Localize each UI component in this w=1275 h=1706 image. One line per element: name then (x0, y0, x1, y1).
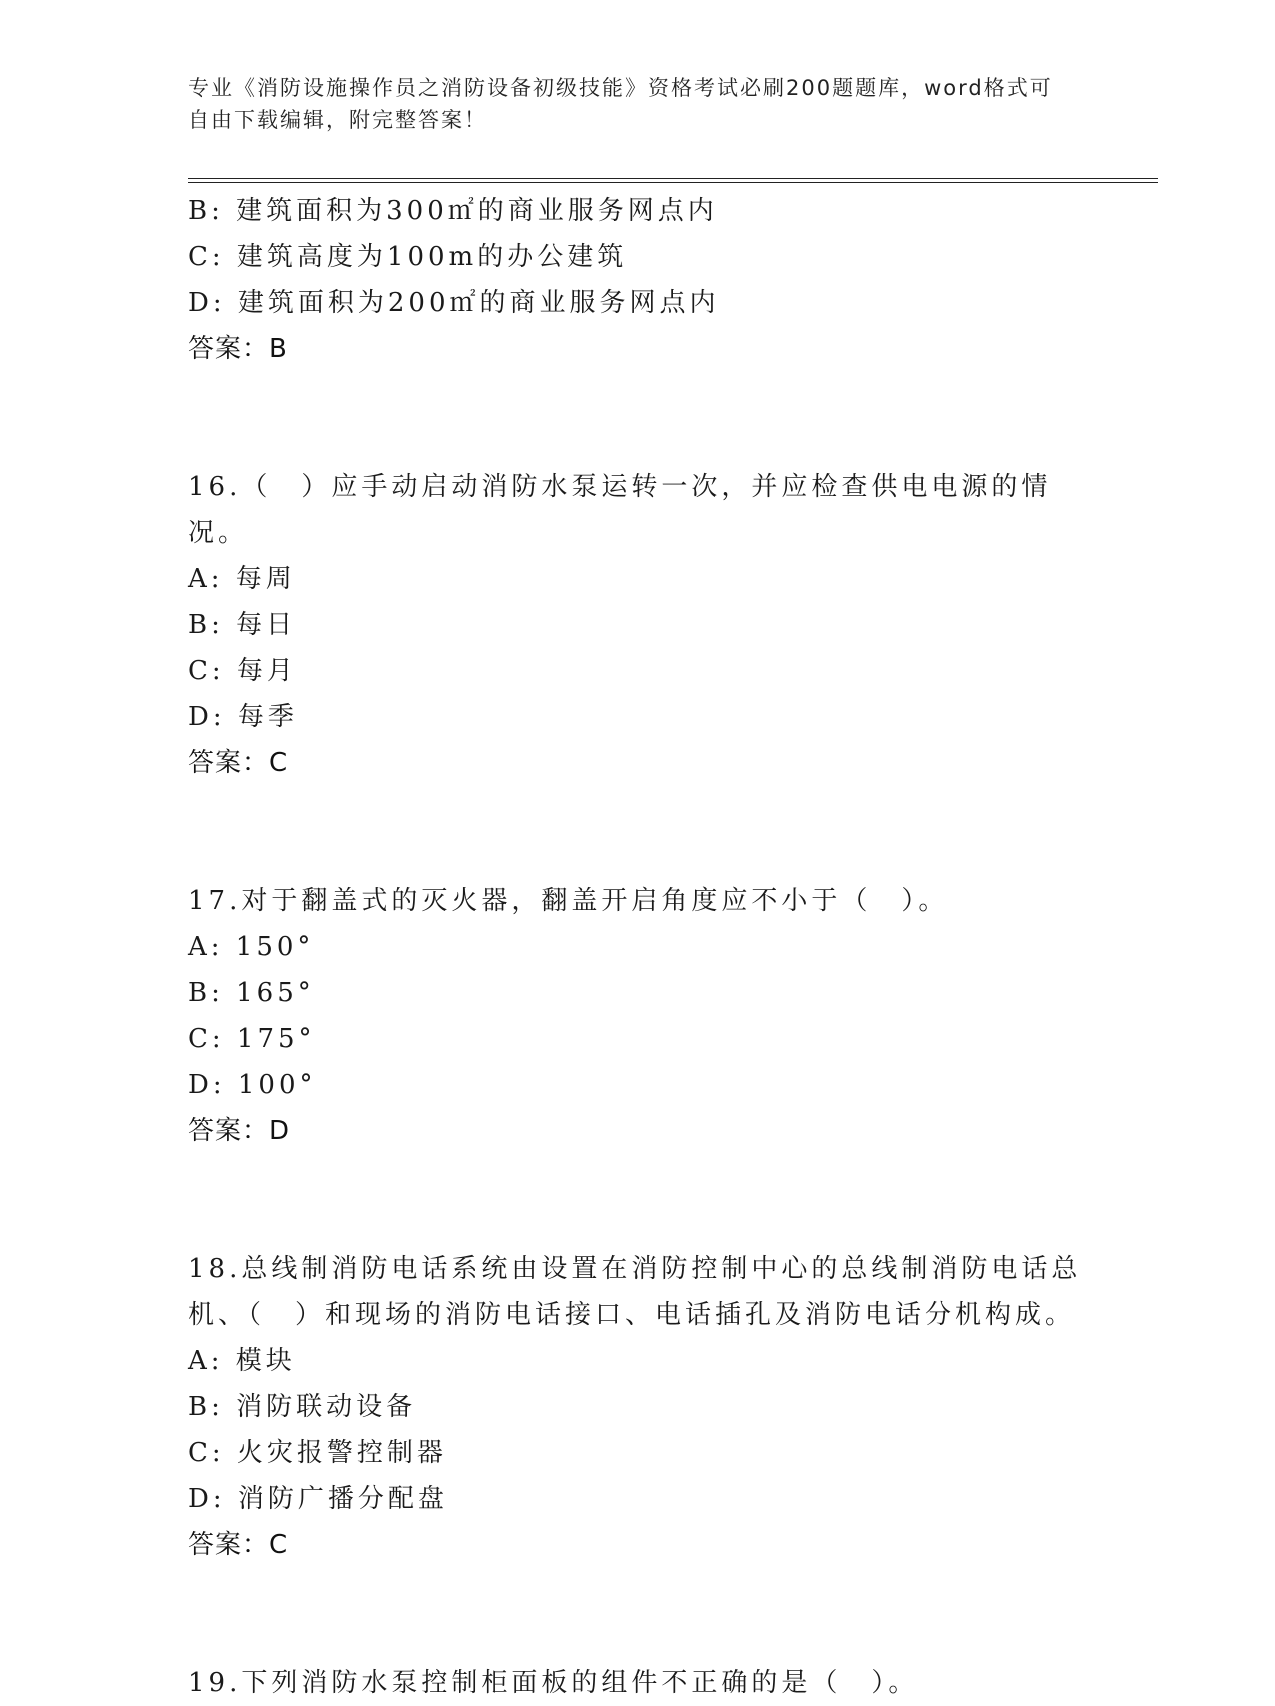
option-c: C: 火灾报警控制器 (188, 1438, 447, 1468)
question-17 (188, 878, 1088, 1154)
option-b: B: 每日 (188, 610, 297, 640)
spacer (188, 786, 1088, 878)
header-divider-bottom (188, 182, 1158, 183)
answer: 答案：C (188, 748, 289, 778)
answer: 答案：C (188, 1530, 289, 1560)
question-title: 17.对于翻盖式的灭火器，翻盖开启角度应不小于（ ）。 (188, 886, 949, 916)
option-d: D: 建筑面积为200㎡的商业服务网点内 (188, 288, 720, 318)
question-title: 18.总线制消防电话系统由设置在消防控制中心的总线制消防电话总机、（ ）和现场的消防电话接口、电话插孔及消防电话分机构成。 (188, 1254, 1082, 1330)
option-a: A: 150° (188, 932, 315, 962)
spacer (188, 372, 1088, 464)
option-c: C: 建筑高度为100m的办公建筑 (188, 242, 628, 272)
option-b: B: 165° (188, 978, 315, 1008)
option-c: C: 175° (188, 1024, 316, 1054)
answer: 答案：D (188, 1116, 291, 1146)
question-list (188, 188, 1088, 1706)
header-divider-top (188, 178, 1158, 179)
spacer (188, 1568, 1088, 1660)
option-a: A: 模块 (188, 1346, 296, 1376)
answer: 答案：B (188, 334, 288, 364)
spacer (188, 1154, 1088, 1246)
question-19 (188, 1660, 1088, 1706)
document-header: 专业《消防设施操作员之消防设备初级技能》资格考试必刷200题题库，word格式可自由下载编辑，附完整答案！ (188, 76, 1053, 132)
option-d: D: 每季 (188, 702, 298, 732)
question-18 (188, 1246, 1088, 1568)
option-c: C: 每月 (188, 656, 297, 686)
question-15-continued (188, 188, 1088, 372)
option-d: D: 消防广播分配盘 (188, 1484, 448, 1514)
option-b: B: 建筑面积为300㎡的商业服务网点内 (188, 196, 718, 226)
option-a: A: 每周 (188, 564, 296, 594)
question-title: 16.（ ）应手动启动消防水泵运转一次，并应检查供电电源的情况。 (188, 472, 1052, 548)
option-d: D: 100° (188, 1070, 317, 1100)
question-16 (188, 464, 1088, 786)
question-title: 19.下列消防水泵控制柜面板的组件不正确的是（ ）。 (188, 1668, 919, 1698)
option-b: B: 消防联动设备 (188, 1392, 417, 1422)
